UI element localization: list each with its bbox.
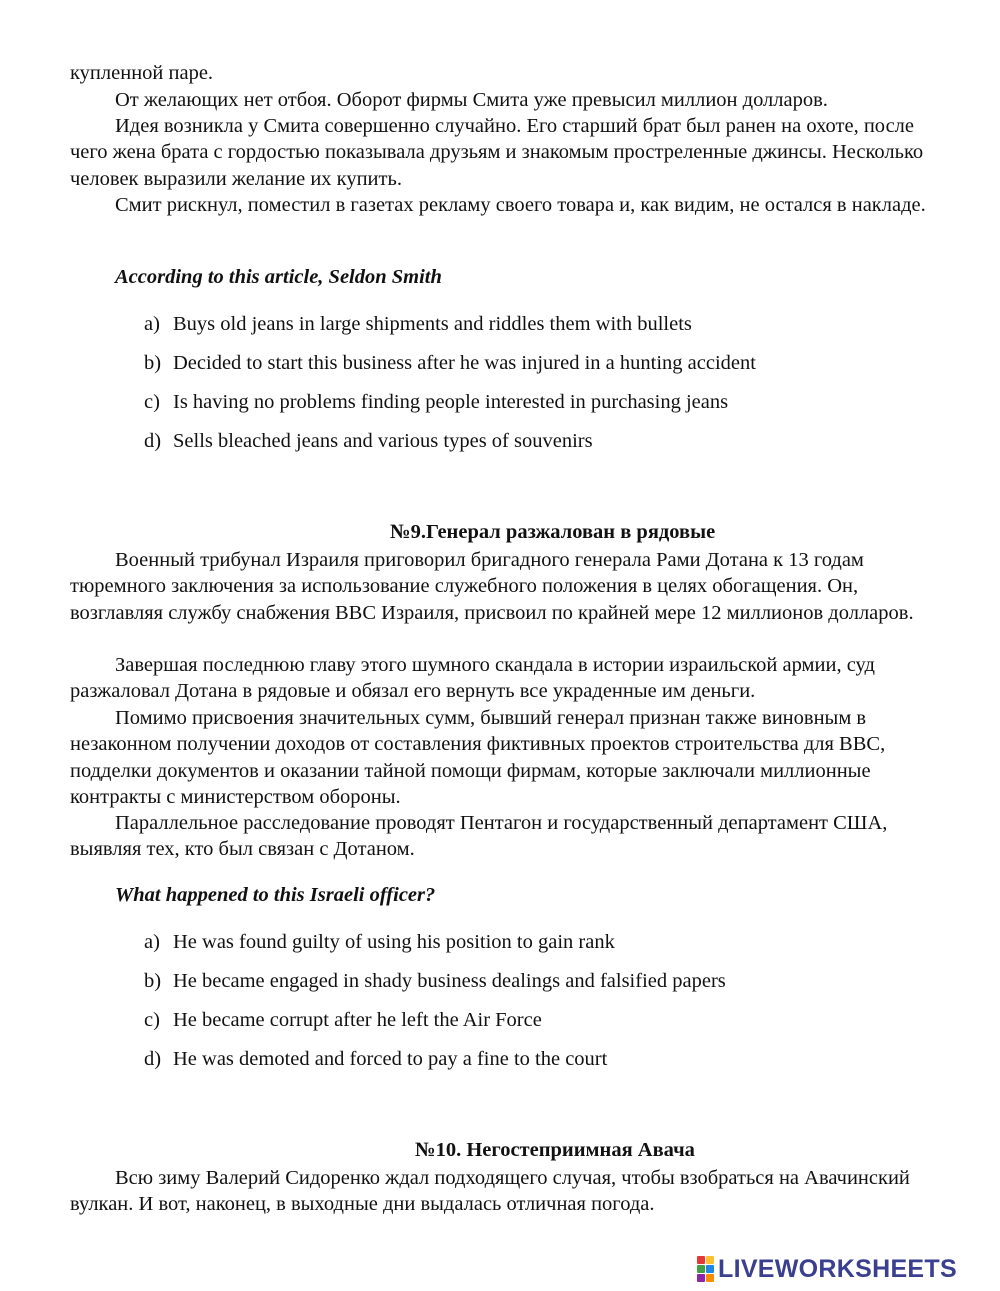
article8-option-b[interactable] [144, 350, 756, 376]
article9-paragraph-3: Помимо присвоения значительных сумм, бывший генерал признан также виновным в незаконном получении доходов от составления фиктивных проектов строительства для ВВС, подделки документов и оказании тайной помощи фирмам, которые заключали миллионные контракты с министерством обороны. [70, 707, 886, 808]
article9-paragraph-2: Завершая последнюю главу этого шумного скандала в истории израильской армии, суд разжаловал Дотана в рядовые и обязал его вернуть все украденные им деньги. [70, 654, 875, 703]
article10-paragraph-1: Всю зиму Валерий Сидоренко ждал подходящего случая, чтобы взобраться на Авачинский вулкан. И вот, наконец, в выходные дни выдалась отличная погода. [70, 1167, 910, 1216]
article8-paragraph-2: От желающих нет отбоя. Оборот фирмы Смита уже превысил миллион долларов. [115, 89, 828, 111]
liveworksheets-logo-icon [697, 1256, 714, 1282]
liveworksheets-logo-text: LIVEWORKSHEETS [718, 1254, 957, 1283]
option-letter: b) [144, 352, 162, 374]
option-letter: d) [144, 1048, 162, 1070]
article10-title: №10. Негостеприимная Авача [415, 1139, 695, 1161]
option-text: Is having no problems finding people interested in purchasing jeans [173, 391, 729, 413]
article8-question: According to this article, Seldon Smith [115, 266, 442, 288]
liveworksheets-logo [697, 1256, 957, 1282]
option-letter: c) [144, 1009, 160, 1031]
article9-title: №9.Генерал разжалован в рядовые [390, 521, 716, 543]
option-text: Buys old jeans in large shipments and riddles them with bullets [173, 313, 692, 335]
option-letter: a) [144, 931, 160, 953]
article9-option-d[interactable] [144, 1046, 607, 1072]
article9-option-a[interactable] [144, 929, 615, 955]
article8-option-a[interactable] [144, 311, 692, 337]
option-text: He was demoted and forced to pay a fine to the court [173, 1048, 608, 1070]
option-text: He became engaged in shady business dealings and falsified papers [173, 970, 726, 992]
option-letter: b) [144, 970, 162, 992]
article9-option-b[interactable] [144, 968, 726, 994]
article9-paragraph-1: Военный трибунал Израиля приговорил бригадного генерала Рами Дотана к 13 годам тюремного заключения за использование служебного положения в целях обогащения. Он, возглавляя службу снабжения ВВС Израиля, присвоил по крайней мере 12 миллионов долларов. [70, 549, 914, 624]
option-text: He was found guilty of using his position to gain rank [173, 931, 615, 953]
option-letter: a) [144, 313, 160, 335]
option-text: He became corrupt after he left the Air Force [173, 1009, 542, 1031]
option-letter: c) [144, 391, 160, 413]
article9-question: What happened to this Israeli officer? [115, 884, 436, 906]
article8-paragraph-1: купленной паре. [70, 62, 214, 84]
article9-option-c[interactable] [144, 1007, 542, 1033]
article9-paragraph-4: Параллельное расследование проводят Пентагон и государственный департамент США, выявляя тех, кто был связан с Дотаном. [70, 812, 888, 861]
option-text: Sells bleached jeans and various types of souvenirs [173, 430, 593, 452]
article8-option-d[interactable] [144, 428, 593, 454]
option-text: Decided to start this business after he was injured in a hunting accident [173, 352, 756, 374]
article8-paragraph-4: Смит рискнул, поместил в газетах рекламу своего товара и, как видим, не остался в накладе. [115, 194, 926, 216]
article8-option-c[interactable] [144, 389, 728, 415]
article8-paragraph-3: Идея возникла у Смита совершенно случайно. Его старший брат был ранен на охоте, после чего жена брата с гордостью показывала друзьям и знакомым простреленные джинсы. Несколько человек выразили желание их купить. [70, 115, 924, 190]
option-letter: d) [144, 430, 162, 452]
